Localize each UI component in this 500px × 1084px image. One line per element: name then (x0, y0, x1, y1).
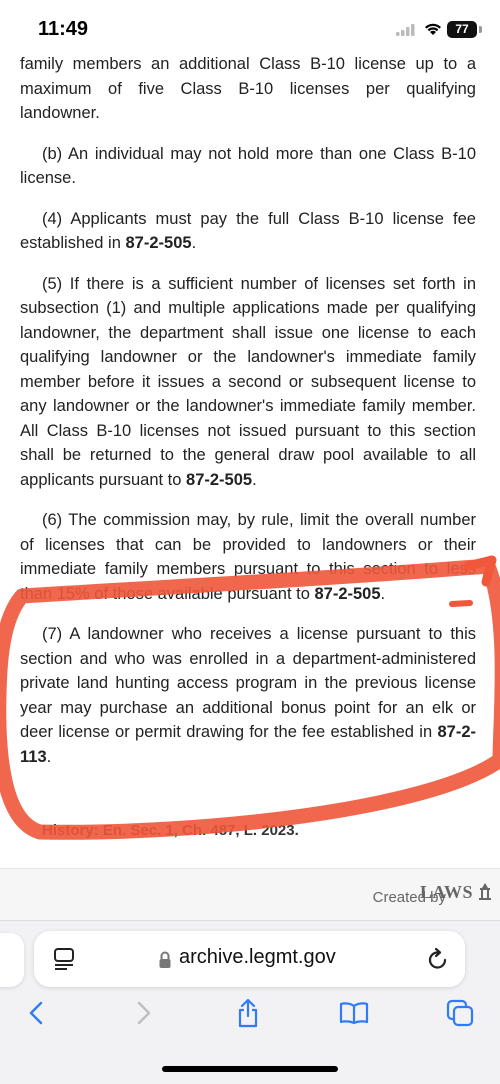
paragraph-text: (5) If there is a sufficient number of licenses set forth in subsection (1) and multiple applications made per qualifying landowner, the department shall issue one license to each qualifying landowner or the landowner's immediate family member before it issues a second or subsequent license to any landowner or the landowner's immediate family member. All Class B-10 licenses not issued pursuant to this section shall be returned to the general draw pool available to all applicants pursuant to (20, 274, 476, 489)
cellular-signal-icon (396, 24, 416, 36)
statute-link[interactable]: 87-2-505 (314, 584, 381, 603)
address-bar[interactable] (34, 931, 465, 987)
statute-link[interactable]: 87-2-505 (186, 470, 253, 489)
page-menu-icon[interactable] (52, 947, 76, 973)
paragraph-5 (20, 272, 476, 493)
history-note: History: En. Sec. 1, Ch. 487, L. 2023. (42, 822, 299, 839)
back-button[interactable] (16, 993, 56, 1033)
paragraph-4 (20, 207, 476, 256)
previous-tab-pill[interactable] (0, 933, 24, 987)
paragraph-continuation (20, 52, 476, 126)
created-by-bar (0, 868, 500, 921)
paragraph-end: . (46, 747, 52, 766)
bookmarks-button[interactable] (334, 993, 374, 1033)
bookmarks-icon (339, 1001, 369, 1025)
paragraph-end: . (252, 470, 257, 489)
document-content (20, 52, 476, 785)
status-bar (0, 0, 500, 56)
reload-icon[interactable] (427, 947, 449, 971)
paragraph-text: (b) An individual may not hold more than one Class B-10 license. (20, 144, 476, 187)
battery-tip (479, 26, 482, 33)
share-icon (236, 998, 260, 1028)
paragraph-7 (20, 622, 476, 769)
paragraph-text: family members an additional Class B-10 license up to a maximum of five Class B-10 licenses per qualifying landowner. (20, 55, 476, 122)
forward-icon (137, 1001, 151, 1025)
tabs-icon (446, 999, 474, 1027)
status-time: 11:49 (38, 18, 89, 40)
paragraph-end: . (191, 234, 197, 252)
forward-button[interactable] (124, 993, 164, 1033)
battery-icon: 77 (447, 21, 477, 38)
url-text[interactable]: archive.legmt.gov (179, 946, 336, 968)
paragraph-text: (4) Applicants must pay the full Class B-10 license fee established in (20, 209, 476, 252)
paragraph-6 (20, 508, 476, 606)
browser-toolbar (0, 920, 500, 1084)
paragraph-end: . (380, 584, 386, 603)
lock-icon (158, 951, 172, 969)
share-button[interactable] (228, 993, 268, 1033)
back-icon (29, 1001, 43, 1025)
capitol-icon (478, 882, 492, 900)
paragraph-b (20, 142, 476, 191)
paragraph-text: (6) The commission may, by rule, limit the overall number of licenses that can be provided to landowners or their immediate family members pursuant to this section to less than 15% of those available pursuant to (20, 511, 476, 603)
paragraph-text: (7) A landowner who receives a license pursuant to this section and who was enrolled in a department-administered private land hunting access program in the previous license year may purchase an additional bonus point for an elk or deer license or permit drawing for the fee established in (20, 625, 476, 741)
wifi-icon (424, 22, 442, 36)
created-by-label: Created by (372, 889, 446, 906)
laws-logo: LAWS (420, 882, 492, 903)
statute-link[interactable]: 87-2-505 (125, 234, 192, 252)
tabs-button[interactable] (440, 993, 480, 1033)
home-indicator[interactable] (162, 1066, 338, 1072)
statute-link[interactable]: 87-2-113 (20, 723, 476, 766)
